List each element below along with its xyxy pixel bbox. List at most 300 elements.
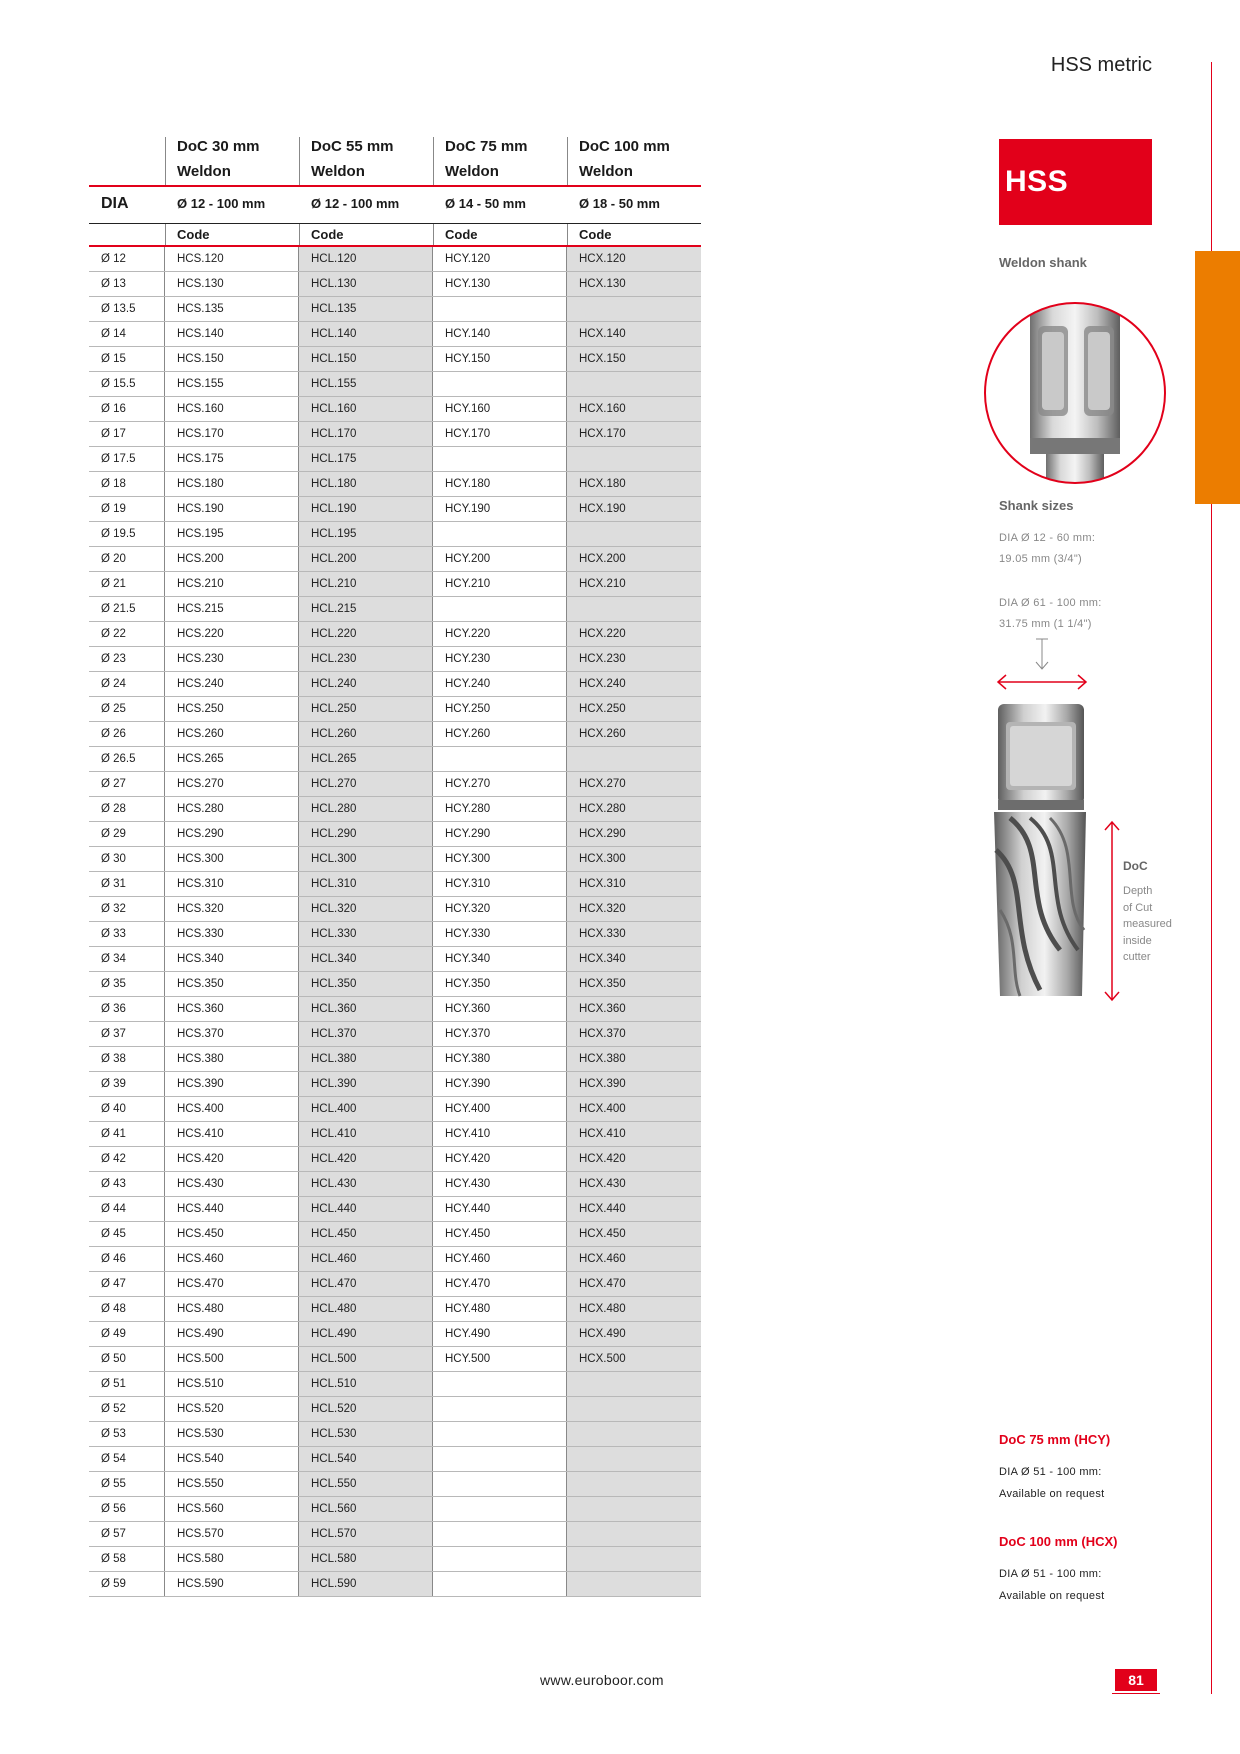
table-row [89,1422,701,1447]
code-cell: HCS.170 [165,422,299,446]
annular-cutter-icon [990,700,1090,1005]
code-cell: HCL.280 [299,797,433,821]
table-row [89,1347,701,1372]
code-cell: HCX.440 [567,1197,701,1221]
code-cell: HCS.240 [165,672,299,696]
range-row [89,187,701,221]
page-title: HSS metric [1050,54,1152,76]
code-cell: HCL.570 [299,1522,433,1546]
code-cell: HCL.420 [299,1147,433,1171]
code-cell: HCY.150 [433,347,567,371]
code-cell: HCS.270 [165,772,299,796]
diameter-cell: Ø 20 [89,547,165,571]
code-cell: HCX.170 [567,422,701,446]
table-row [89,422,701,447]
code-cell: HCS.300 [165,847,299,871]
diameter-cell: Ø 43 [89,1172,165,1196]
table-row [89,1397,701,1422]
code-cell [567,447,701,471]
code-cell: HCY.330 [433,922,567,946]
code-cell: HCL.190 [299,497,433,521]
code-cell: HCS.420 [165,1147,299,1171]
code-cell: HCY.300 [433,847,567,871]
code-cell: HCL.470 [299,1272,433,1296]
table-row [89,1547,701,1572]
hss-badge-label: HSS [1005,165,1069,198]
code-cell: HCS.140 [165,322,299,346]
code-cell [433,1497,567,1521]
code-cell: HCS.210 [165,572,299,596]
code-cell: HCL.150 [299,347,433,371]
code-cell: HCX.290 [567,822,701,846]
range-doc100: Ø 18 - 50 mm [579,196,660,211]
code-cell: HCS.155 [165,372,299,396]
table-row [89,1172,701,1197]
diameter-cell: Ø 18 [89,472,165,496]
code-cell: HCX.250 [567,697,701,721]
code-cell: HCS.590 [165,1572,299,1596]
code-cell: HCS.520 [165,1397,299,1421]
code-cell [433,1447,567,1471]
code-cell [433,1522,567,1546]
code-cell: HCX.340 [567,947,701,971]
table-row [89,572,701,597]
code-cell: HCL.510 [299,1372,433,1396]
table-row [89,1372,701,1397]
code-cell: HCL.155 [299,372,433,396]
table-row [89,1272,701,1297]
code-cell: HCS.490 [165,1322,299,1346]
diameter-cell: Ø 17.5 [89,447,165,471]
code-cell: HCL.310 [299,872,433,896]
code-cell: HCL.120 [299,247,433,271]
code-cell: HCY.120 [433,247,567,271]
table-row [89,1572,701,1597]
table-row [89,1522,701,1547]
code-cell: HCX.160 [567,397,701,421]
code-cell: HCX.300 [567,847,701,871]
diameter-cell: Ø 46 [89,1247,165,1271]
code-cell: HCL.530 [299,1422,433,1446]
table-row [89,472,701,497]
code-cell: HCY.490 [433,1322,567,1346]
code-cell: HCS.390 [165,1072,299,1096]
code-cell: HCX.270 [567,772,701,796]
code-cell: HCY.210 [433,572,567,596]
code-cell: HCX.310 [567,872,701,896]
diameter-cell: Ø 39 [89,1072,165,1096]
diameter-cell: Ø 15 [89,347,165,371]
code-cell: HCL.215 [299,597,433,621]
code-cell: HCX.360 [567,997,701,1021]
code-cell: HCS.175 [165,447,299,471]
code-cell: HCY.170 [433,422,567,446]
page-number: 81 [1115,1669,1157,1691]
code-cell: HCX.350 [567,972,701,996]
code-cell: HCY.190 [433,497,567,521]
table-row [89,672,701,697]
code-cell: HCS.580 [165,1547,299,1571]
code-cell: HCY.180 [433,472,567,496]
diameter-cell: Ø 51 [89,1372,165,1396]
code-label: Code [311,227,344,242]
code-cell: HCL.230 [299,647,433,671]
diameter-cell: Ø 14 [89,322,165,346]
table-row [89,772,701,797]
table-row [89,822,701,847]
table-row [89,922,701,947]
code-cell: HCS.450 [165,1222,299,1246]
diameter-cell: Ø 12 [89,247,165,271]
code-cell: HCX.370 [567,1022,701,1046]
code-cell: HCL.180 [299,472,433,496]
code-cell: HCY.460 [433,1247,567,1271]
code-cell: HCS.500 [165,1347,299,1371]
code-cell: HCY.410 [433,1122,567,1146]
code-cell: HCL.300 [299,847,433,871]
code-cell: HCS.290 [165,822,299,846]
code-cell: HCS.550 [165,1472,299,1496]
code-cell: HCY.160 [433,397,567,421]
code-cell: HCY.260 [433,722,567,746]
code-cell: HCS.160 [165,397,299,421]
diameter-cell: Ø 26.5 [89,747,165,771]
code-cell: HCL.440 [299,1197,433,1221]
table-row [89,397,701,422]
code-cell: HCL.130 [299,272,433,296]
code-cell [567,597,701,621]
code-cell: HCX.240 [567,672,701,696]
doc-description: Depth of Cut measured inside cutter [1123,885,1172,963]
code-cell [433,447,567,471]
diameter-cell: Ø 50 [89,1347,165,1371]
diameter-cell: Ø 37 [89,1022,165,1046]
range-doc30: Ø 12 - 100 mm [177,196,266,211]
code-cell [567,1472,701,1496]
header-doc55: DoC 55 mm Weldon [311,138,394,180]
code-cell: HCL.350 [299,972,433,996]
code-cell: HCS.250 [165,697,299,721]
code-label-row [89,224,701,245]
table-row [89,1322,701,1347]
code-cell: HCS.180 [165,472,299,496]
code-cell: HCL.580 [299,1547,433,1571]
table-row [89,722,701,747]
code-cell: HCL.400 [299,1097,433,1121]
diameter-cell: Ø 47 [89,1272,165,1296]
table-row [89,297,701,322]
table-body [89,247,701,1597]
code-cell: HCY.310 [433,872,567,896]
code-cell: HCX.230 [567,647,701,671]
code-cell: HCS.120 [165,247,299,271]
table-row [89,1147,701,1172]
code-cell: HCY.130 [433,272,567,296]
code-cell [567,1497,701,1521]
code-cell: HCY.440 [433,1197,567,1221]
code-cell: HCL.480 [299,1297,433,1321]
code-label: Code [445,227,478,242]
diameter-cell: Ø 34 [89,947,165,971]
code-cell: HCL.290 [299,822,433,846]
code-cell: HCL.140 [299,322,433,346]
code-cell: HCL.340 [299,947,433,971]
section-tab [1195,251,1240,504]
diameter-cell: Ø 41 [89,1122,165,1146]
diameter-cell: Ø 31 [89,872,165,896]
shank-size-small: DIA Ø 12 - 60 mm: 19.05 mm (3/4") [999,532,1096,565]
diameter-cell: Ø 52 [89,1397,165,1421]
code-cell: HCL.265 [299,747,433,771]
diameter-cell: Ø 45 [89,1222,165,1246]
code-cell: HCX.320 [567,897,701,921]
diameter-cell: Ø 13.5 [89,297,165,321]
code-cell [567,1522,701,1546]
code-cell [567,747,701,771]
code-cell: HCS.430 [165,1172,299,1196]
code-cell: HCX.400 [567,1097,701,1121]
diameter-cell: Ø 33 [89,922,165,946]
code-cell: HCY.320 [433,897,567,921]
code-cell: HCX.280 [567,797,701,821]
table-row [89,1097,701,1122]
code-cell: HCX.390 [567,1072,701,1096]
code-cell: HCS.265 [165,747,299,771]
code-cell: HCX.380 [567,1047,701,1071]
code-cell: HCS.230 [165,647,299,671]
code-cell: HCL.330 [299,922,433,946]
code-cell: HCX.460 [567,1247,701,1271]
code-cell: HCX.130 [567,272,701,296]
code-cell [433,1547,567,1571]
code-cell: HCL.380 [299,1047,433,1071]
code-cell: HCY.430 [433,1172,567,1196]
code-cell: HCS.380 [165,1047,299,1071]
code-cell: HCL.430 [299,1172,433,1196]
table-row [89,372,701,397]
diameter-cell: Ø 32 [89,897,165,921]
code-cell: HCX.480 [567,1297,701,1321]
code-cell [433,372,567,396]
code-cell: HCS.360 [165,997,299,1021]
table-row [89,1497,701,1522]
diameter-cell: Ø 21.5 [89,597,165,621]
code-cell: HCS.220 [165,622,299,646]
code-cell: HCY.480 [433,1297,567,1321]
code-cell: HCL.410 [299,1122,433,1146]
code-cell: HCL.175 [299,447,433,471]
diameter-cell: Ø 35 [89,972,165,996]
code-cell: HCL.250 [299,697,433,721]
code-cell [567,1397,701,1421]
table-row [89,872,701,897]
code-cell [567,297,701,321]
page-number-underline [1112,1693,1160,1694]
hcx-note-text: DIA Ø 51 - 100 mm: Available on request [999,1568,1105,1602]
hcx-note-heading: DoC 100 mm (HCX) [999,1534,1118,1549]
code-cell [433,1422,567,1446]
diameter-cell: Ø 15.5 [89,372,165,396]
table-row [89,622,701,647]
table-row [89,947,701,972]
table-row [89,322,701,347]
code-cell: HCL.170 [299,422,433,446]
code-cell: HCS.480 [165,1297,299,1321]
code-cell: HCL.270 [299,772,433,796]
width-arrow-icon [996,672,1088,692]
code-cell: HCY.360 [433,997,567,1021]
diameter-cell: Ø 49 [89,1322,165,1346]
diameter-cell: Ø 16 [89,397,165,421]
code-cell: HCL.450 [299,1222,433,1246]
table-row [89,1247,701,1272]
diameter-cell: Ø 27 [89,772,165,796]
code-cell: HCL.490 [299,1322,433,1346]
code-cell: HCX.180 [567,472,701,496]
diameter-cell: Ø 58 [89,1547,165,1571]
table-row [89,747,701,772]
dia-label: DIA [101,195,129,212]
code-cell [433,1472,567,1496]
code-cell: HCS.530 [165,1422,299,1446]
code-cell: HCX.450 [567,1222,701,1246]
code-cell: HCY.240 [433,672,567,696]
code-cell: HCS.560 [165,1497,299,1521]
code-cell: HCY.380 [433,1047,567,1071]
header-doc30: DoC 30 mm Weldon [177,138,260,180]
code-cell: HCS.470 [165,1272,299,1296]
code-cell: HCL.160 [299,397,433,421]
table-row [89,597,701,622]
code-cell: HCX.260 [567,722,701,746]
code-cell [433,747,567,771]
code-cell: HCY.390 [433,1072,567,1096]
code-cell: HCS.200 [165,547,299,571]
arrow-down-icon [1032,638,1052,672]
code-cell: HCL.360 [299,997,433,1021]
table-row [89,272,701,297]
code-cell: HCL.460 [299,1247,433,1271]
table-header [89,129,701,185]
table-row [89,347,701,372]
table-row [89,547,701,572]
code-cell [567,1447,701,1471]
weldon-shank-closeup-icon [980,298,1170,488]
diameter-cell: Ø 25 [89,697,165,721]
code-cell: HCX.470 [567,1272,701,1296]
table-row [89,1047,701,1072]
table-row [89,797,701,822]
code-cell: HCY.230 [433,647,567,671]
code-cell: HCY.290 [433,822,567,846]
table-row [89,447,701,472]
code-cell: HCS.150 [165,347,299,371]
hcy-note-text: DIA Ø 51 - 100 mm: Available on request [999,1466,1105,1500]
code-cell [567,1572,701,1596]
code-cell: HCY.500 [433,1347,567,1371]
code-cell: HCS.370 [165,1022,299,1046]
hss-badge [999,139,1152,225]
code-cell: HCY.340 [433,947,567,971]
code-cell: HCY.350 [433,972,567,996]
code-cell: HCS.215 [165,597,299,621]
code-cell: HCX.490 [567,1322,701,1346]
code-label: Code [177,227,210,242]
code-cell: HCS.350 [165,972,299,996]
code-cell: HCY.280 [433,797,567,821]
code-cell: HCS.540 [165,1447,299,1471]
code-cell [567,372,701,396]
code-cell: HCX.120 [567,247,701,271]
code-cell [433,597,567,621]
code-cell: HCY.400 [433,1097,567,1121]
diameter-cell: Ø 24 [89,672,165,696]
code-cell: HCL.590 [299,1572,433,1596]
diameter-cell: Ø 40 [89,1097,165,1121]
code-cell: HCX.190 [567,497,701,521]
code-cell: HCL.195 [299,522,433,546]
code-cell: HCX.500 [567,1347,701,1371]
table-row [89,497,701,522]
hcy-note-heading: DoC 75 mm (HCY) [999,1432,1111,1447]
weldon-shank-heading: Weldon shank [999,255,1087,270]
code-cell: HCL.370 [299,1022,433,1046]
code-cell: HCS.195 [165,522,299,546]
doc-depth-arrow-icon [1103,820,1121,1002]
website-link[interactable]: www.euroboor.com [540,1672,664,1688]
code-cell: HCL.210 [299,572,433,596]
table-row [89,847,701,872]
code-cell: HCS.410 [165,1122,299,1146]
code-cell: HCX.430 [567,1172,701,1196]
code-cell: HCX.220 [567,622,701,646]
code-cell: HCS.310 [165,872,299,896]
code-cell: HCY.140 [433,322,567,346]
shank-size-large: DIA Ø 61 - 100 mm: 31.75 mm (1 1/4") [999,597,1102,630]
code-cell: HCS.400 [165,1097,299,1121]
diameter-cell: Ø 21 [89,572,165,596]
code-cell: HCL.135 [299,297,433,321]
code-cell: HCL.520 [299,1397,433,1421]
diameter-cell: Ø 57 [89,1522,165,1546]
code-cell: HCY.200 [433,547,567,571]
diameter-cell: Ø 19.5 [89,522,165,546]
diameter-cell: Ø 23 [89,647,165,671]
code-cell: HCX.140 [567,322,701,346]
code-cell: HCX.330 [567,922,701,946]
table-row [89,972,701,997]
header-doc100: DoC 100 mm Weldon [579,138,670,180]
code-cell: HCY.220 [433,622,567,646]
code-cell: HCL.500 [299,1347,433,1371]
code-cell: HCS.510 [165,1372,299,1396]
diameter-cell: Ø 36 [89,997,165,1021]
code-cell: HCY.370 [433,1022,567,1046]
table-row [89,1022,701,1047]
diameter-cell: Ø 54 [89,1447,165,1471]
code-cell [567,1547,701,1571]
diameter-cell: Ø 30 [89,847,165,871]
diameter-cell: Ø 56 [89,1497,165,1521]
table-row [89,897,701,922]
code-cell: HCY.420 [433,1147,567,1171]
diameter-cell: Ø 38 [89,1047,165,1071]
diameter-cell: Ø 28 [89,797,165,821]
table-row [89,1197,701,1222]
code-cell: HCS.340 [165,947,299,971]
code-cell [433,522,567,546]
code-cell: HCL.560 [299,1497,433,1521]
